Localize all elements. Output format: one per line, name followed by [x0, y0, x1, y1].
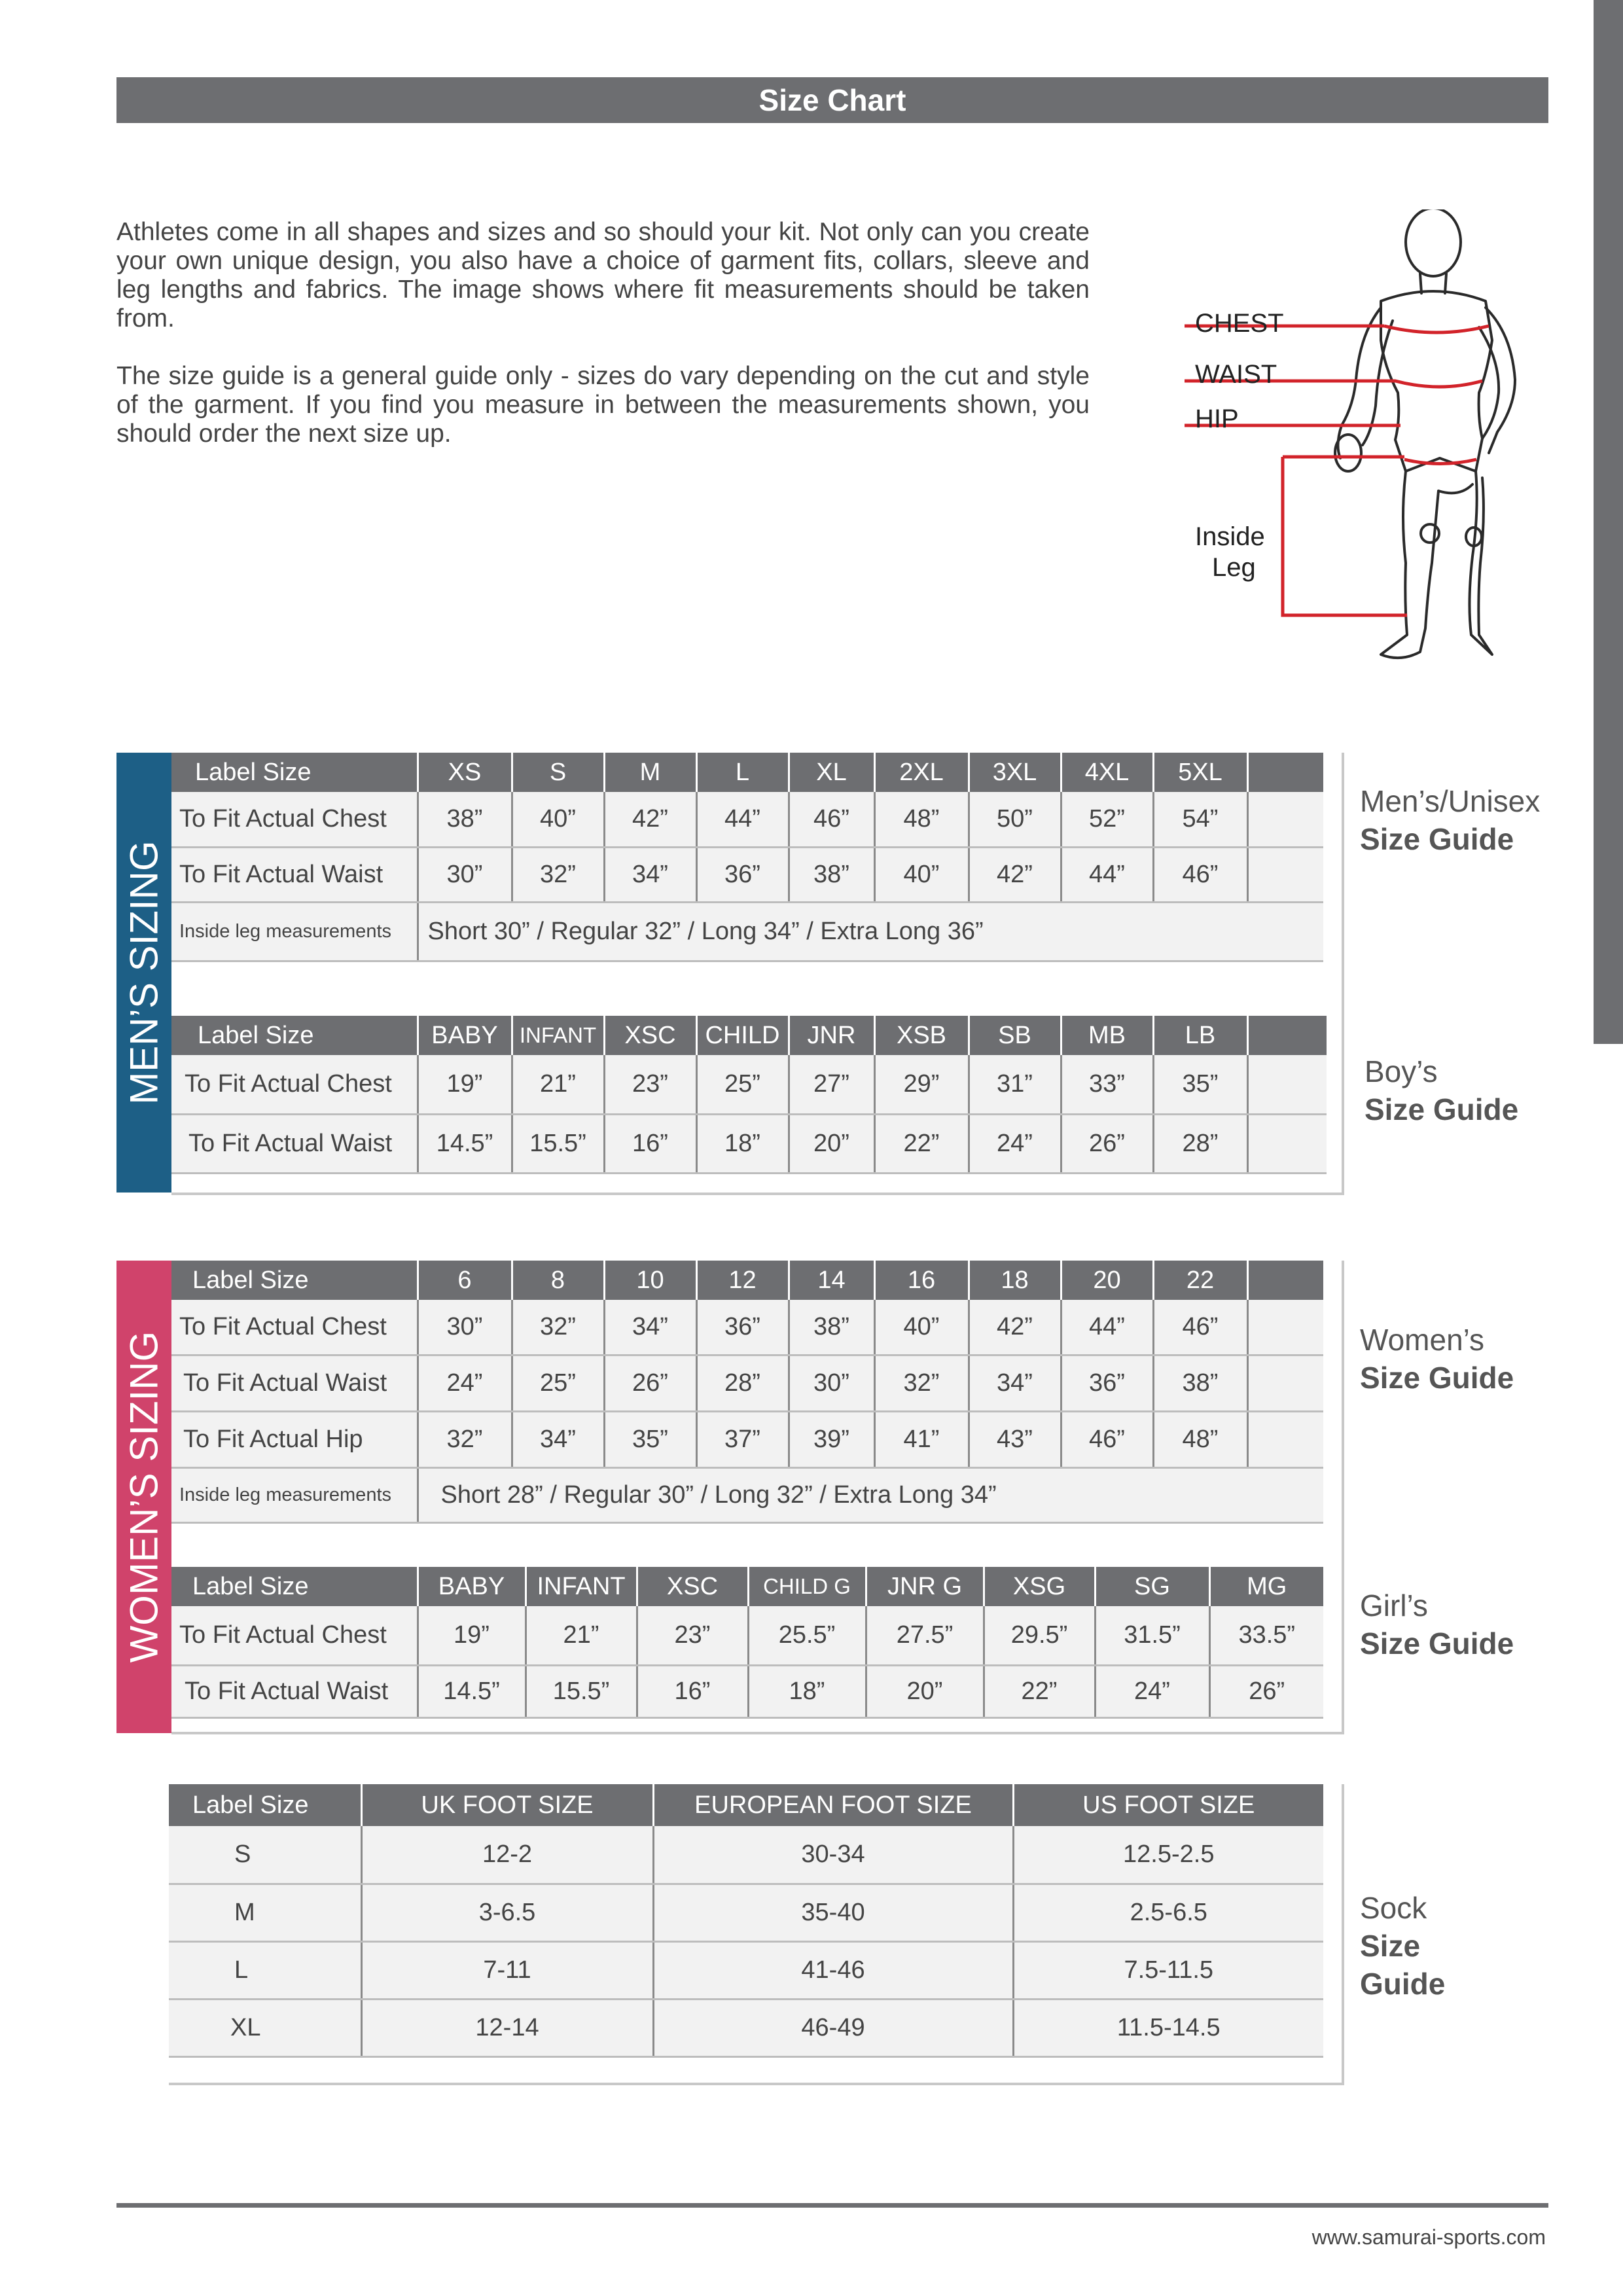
table-cell: 50” [969, 792, 1061, 847]
inside-leg-row [171, 1467, 1323, 1522]
table-cell: 27.5” [866, 1606, 984, 1665]
header-cell: US FOOT SIZE [1013, 1784, 1323, 1826]
header-cell: BABY [418, 1016, 512, 1055]
table-cell: 24” [1095, 1665, 1209, 1717]
table-cell: 21” [512, 1055, 604, 1114]
table-row [171, 792, 1323, 847]
table-cell [1247, 1300, 1323, 1355]
header-cell: M [604, 753, 696, 792]
table-cell: 42” [969, 1300, 1061, 1355]
table-cell: 42” [969, 847, 1061, 902]
womens-sizing-label: WOMEN’S SIZING [122, 1331, 166, 1663]
table-cell: 34” [604, 1300, 696, 1355]
header-cell: 18 [969, 1261, 1061, 1300]
header-cell: MG [1209, 1567, 1323, 1606]
girls-table [171, 1567, 1323, 1719]
table-cell: 34” [512, 1411, 604, 1467]
table-cell: 26” [604, 1355, 696, 1411]
table-cell [1247, 847, 1323, 902]
header-cell: BABY [418, 1567, 526, 1606]
table-cell: 7-11 [361, 1941, 653, 1999]
table-cell: 16” [637, 1665, 748, 1717]
table-cell: 29” [874, 1055, 969, 1114]
mannequin-icon [1185, 209, 1525, 668]
table-cell: 46” [1153, 1300, 1247, 1355]
table-cell: 46” [789, 792, 874, 847]
table-cell: 18” [696, 1114, 789, 1173]
header-cell: XSG [984, 1567, 1095, 1606]
header-cell: Label Size [169, 1784, 361, 1826]
row-label: To Fit Actual Waist [171, 1355, 418, 1411]
table-cell: 25” [696, 1055, 789, 1114]
table-row [171, 1411, 1323, 1467]
table-cell: 54” [1153, 792, 1247, 847]
header-cell: EUROPEAN FOOT SIZE [653, 1784, 1013, 1826]
table-cell: 32” [512, 847, 604, 902]
header-cell: Label Size [171, 1261, 418, 1300]
table-cell: 40” [874, 1300, 969, 1355]
table-cell: 38” [789, 847, 874, 902]
table-cell: 44” [1061, 1300, 1153, 1355]
table-cell [1247, 1355, 1323, 1411]
table-cell: 39” [789, 1411, 874, 1467]
header-cell: JNR G [866, 1567, 984, 1606]
header-cell: INFANT [526, 1567, 637, 1606]
header-cell: 20 [1061, 1261, 1153, 1300]
header-cell: 3XL [969, 753, 1061, 792]
page-title: Size Chart [116, 77, 1548, 123]
table-cell: 43” [969, 1411, 1061, 1467]
header-cell: XSC [604, 1016, 696, 1055]
table-cell: 20” [789, 1114, 874, 1173]
mens-sizing-label: MEN’S SIZING [122, 840, 166, 1105]
guide-title: Sock [1360, 1891, 1427, 1925]
table-cell: 12.5-2.5 [1013, 1826, 1323, 1884]
table-row [171, 847, 1323, 902]
guide-title: Boy’s [1364, 1054, 1438, 1088]
row-label: S [169, 1826, 361, 1884]
table-row [171, 1300, 1323, 1355]
table-cell: 3-6.5 [361, 1884, 653, 1941]
header-cell: XSB [874, 1016, 969, 1055]
footer-rule [116, 2203, 1548, 2208]
table-row [169, 1826, 1323, 1884]
womens-frame-right [1342, 1261, 1344, 1734]
header-cell: 6 [418, 1261, 512, 1300]
table-cell: 46-49 [653, 1999, 1013, 2056]
table-cell: 22” [984, 1665, 1095, 1717]
header-cell: S [512, 753, 604, 792]
table-cell: 21” [526, 1606, 637, 1665]
table-row [171, 1606, 1323, 1665]
row-label: To Fit Actual Chest [171, 792, 418, 847]
table-row [169, 1941, 1323, 1999]
inside-leg-row [171, 902, 1323, 961]
mens-header-row [171, 753, 1323, 792]
table-cell: 25.5” [748, 1606, 866, 1665]
hip-label: HIP [1195, 404, 1239, 433]
table-cell: 38” [418, 792, 512, 847]
row-label: M [169, 1884, 361, 1941]
table-cell: 12-14 [361, 1999, 653, 2056]
row-label: To Fit Actual Hip [171, 1411, 418, 1467]
inside-label: Inside [1195, 522, 1265, 551]
mens-sizing-strip [116, 753, 171, 1193]
table-row [169, 1999, 1323, 2056]
sock-table [169, 1784, 1323, 2058]
table-row [169, 1884, 1323, 1941]
row-label: To Fit Actual Chest [171, 1300, 418, 1355]
table-cell: 12-2 [361, 1826, 653, 1884]
girls-header-row [171, 1567, 1323, 1606]
table-cell: 15.5” [526, 1665, 637, 1717]
inside-leg-value: Short 28” / Regular 30” / Long 32” / Extra Long 34” [418, 1467, 1323, 1522]
mens-frame-bottom [171, 1193, 1343, 1195]
table-cell: 2.5-6.5 [1013, 1884, 1323, 1941]
header-cell: Label Size [171, 1016, 418, 1055]
guide-title: Girl’s [1360, 1588, 1428, 1623]
table-cell: 34” [969, 1355, 1061, 1411]
table-cell: 34” [604, 847, 696, 902]
header-cell: UK FOOT SIZE [361, 1784, 653, 1826]
table-cell: 14.5” [418, 1665, 526, 1717]
table-cell: 24” [969, 1114, 1061, 1173]
header-cell: 4XL [1061, 753, 1153, 792]
header-cell: CHILD G [748, 1567, 866, 1606]
boys-header-row [171, 1016, 1327, 1055]
guide-title: Women’s [1360, 1323, 1485, 1357]
header-cell [1247, 1261, 1323, 1300]
header-cell [1247, 753, 1323, 792]
table-cell: 46” [1153, 847, 1247, 902]
inside-leg-value: Short 30” / Regular 32” / Long 34” / Extra Long 36” [418, 902, 1323, 961]
table-cell: 35-40 [653, 1884, 1013, 1941]
table-cell: 26” [1209, 1665, 1323, 1717]
header-cell: MB [1061, 1016, 1153, 1055]
sock-guide [1360, 1889, 1445, 2003]
sock-header-row [169, 1784, 1323, 1826]
header-cell: 8 [512, 1261, 604, 1300]
header-cell: SB [969, 1016, 1061, 1055]
womens-sizing-strip [116, 1261, 171, 1733]
header-cell: 10 [604, 1261, 696, 1300]
table-row [171, 1114, 1327, 1173]
row-label: To Fit Actual Waist [171, 1114, 418, 1173]
sock-frame-bottom [169, 2083, 1343, 2085]
table-cell: 27” [789, 1055, 874, 1114]
table-cell [1247, 1055, 1327, 1114]
header-cell: 12 [696, 1261, 789, 1300]
header-cell [1247, 1016, 1327, 1055]
table-cell [1247, 1114, 1327, 1173]
guide-title: Men’s/Unisex [1360, 784, 1541, 818]
header-cell: XL [789, 753, 874, 792]
table-cell: 20” [866, 1665, 984, 1717]
table-cell [1247, 792, 1323, 847]
mens-unisex-guide [1360, 782, 1540, 858]
table-cell: 32” [418, 1411, 512, 1467]
table-cell: 15.5” [512, 1114, 604, 1173]
header-cell: CHILD [696, 1016, 789, 1055]
table-cell: 19” [418, 1055, 512, 1114]
womens-table [171, 1261, 1323, 1524]
header-cell: 14 [789, 1261, 874, 1300]
table-cell: 31.5” [1095, 1606, 1209, 1665]
table-cell: 26” [1061, 1114, 1153, 1173]
womens-guide [1360, 1321, 1514, 1397]
table-cell: 41-46 [653, 1941, 1013, 1999]
row-label: To Fit Actual Chest [171, 1606, 418, 1665]
girls-guide [1360, 1587, 1514, 1662]
inside-leg-label: Inside leg measurements [171, 1467, 418, 1522]
header-cell: 2XL [874, 753, 969, 792]
womens-header-row [171, 1261, 1323, 1300]
mens-unisex-table [171, 753, 1323, 962]
waist-label: WAIST [1195, 360, 1277, 389]
right-edge-bar [1594, 0, 1623, 1044]
table-cell: 23” [604, 1055, 696, 1114]
table-cell: 33.5” [1209, 1606, 1323, 1665]
boys-table [171, 1016, 1327, 1174]
row-label: To Fit Actual Waist [171, 1665, 418, 1717]
header-cell: XSC [637, 1567, 748, 1606]
table-cell: 36” [1061, 1355, 1153, 1411]
header-cell: Label Size [171, 753, 418, 792]
guide-subtitle: Size Guide [1360, 822, 1514, 856]
header-cell: L [696, 753, 789, 792]
table-cell: 36” [696, 1300, 789, 1355]
guide-subtitle-2: Guide [1360, 1967, 1446, 2001]
guide-subtitle: Size Guide [1360, 1626, 1514, 1660]
header-cell: JNR [789, 1016, 874, 1055]
header-cell: LB [1153, 1016, 1247, 1055]
table-cell: 18” [748, 1665, 866, 1717]
table-cell: 24” [418, 1355, 512, 1411]
guide-subtitle: Size Guide [1364, 1092, 1519, 1126]
table-cell: 19” [418, 1606, 526, 1665]
header-cell: SG [1095, 1567, 1209, 1606]
table-cell: 33” [1061, 1055, 1153, 1114]
table-cell: 30-34 [653, 1826, 1013, 1884]
header-cell: 5XL [1153, 753, 1247, 792]
table-cell: 36” [696, 847, 789, 902]
header-cell: 22 [1153, 1261, 1247, 1300]
table-cell: 32” [512, 1300, 604, 1355]
footer-url[interactable]: www.samurai-sports.com [1311, 2225, 1546, 2249]
table-cell: 7.5-11.5 [1013, 1941, 1323, 1999]
header-cell: INFANT [512, 1016, 604, 1055]
womens-frame-bottom [171, 1732, 1343, 1734]
table-cell: 35” [604, 1411, 696, 1467]
table-cell: 40” [512, 792, 604, 847]
header-cell: XS [418, 753, 512, 792]
table-cell: 44” [696, 792, 789, 847]
row-label: To Fit Actual Chest [171, 1055, 418, 1114]
table-row [171, 1665, 1323, 1717]
guide-subtitle: Size Guide [1360, 1361, 1514, 1395]
table-cell: 29.5” [984, 1606, 1095, 1665]
inside-leg-label: Inside leg measurements [171, 902, 418, 961]
table-cell: 30” [789, 1355, 874, 1411]
header-cell: Label Size [171, 1567, 418, 1606]
intro-paragraph-1: Athletes come in all shapes and sizes and so should your kit. Not only can you create your own unique design, you also have a choice of garment fits, collars, sleeve and leg lengths and fabrics. The image shows where fit measurements should be taken from. [116, 218, 1090, 332]
table-cell: 16” [604, 1114, 696, 1173]
intro-paragraph-2: The size guide is a general guide only - sizes do vary depending on the cut and style of the garment. If you find you measure in between the measurements shown, you should order the next size up. [116, 362, 1090, 448]
table-cell: 48” [874, 792, 969, 847]
leg-label: Leg [1212, 553, 1256, 582]
table-cell: 40” [874, 847, 969, 902]
table-cell: 30” [418, 847, 512, 902]
boys-guide [1364, 1052, 1518, 1128]
table-cell [1247, 1411, 1323, 1467]
row-label: XL [169, 1999, 361, 2056]
table-cell: 52” [1061, 792, 1153, 847]
table-cell: 25” [512, 1355, 604, 1411]
table-cell: 28” [696, 1355, 789, 1411]
chest-label: CHEST [1195, 309, 1284, 338]
row-label: L [169, 1941, 361, 1999]
table-cell: 48” [1153, 1411, 1247, 1467]
table-cell: 46” [1061, 1411, 1153, 1467]
table-cell: 32” [874, 1355, 969, 1411]
sock-frame-right [1342, 1784, 1344, 2085]
table-cell: 23” [637, 1606, 748, 1665]
table-cell: 22” [874, 1114, 969, 1173]
table-cell: 44” [1061, 847, 1153, 902]
table-cell: 38” [1153, 1355, 1247, 1411]
table-row [171, 1355, 1323, 1411]
measurement-figure [1185, 209, 1525, 668]
table-cell: 28” [1153, 1114, 1247, 1173]
table-cell: 31” [969, 1055, 1061, 1114]
header-cell: 16 [874, 1261, 969, 1300]
table-cell: 35” [1153, 1055, 1247, 1114]
table-cell: 14.5” [418, 1114, 512, 1173]
table-cell: 38” [789, 1300, 874, 1355]
table-cell: 11.5-14.5 [1013, 1999, 1323, 2056]
table-cell: 37” [696, 1411, 789, 1467]
row-label: To Fit Actual Waist [171, 847, 418, 902]
guide-subtitle: Size [1360, 1929, 1421, 1963]
table-row [171, 1055, 1327, 1114]
table-cell: 42” [604, 792, 696, 847]
table-cell: 30” [418, 1300, 512, 1355]
mens-frame-right [1342, 753, 1344, 1195]
table-cell: 41” [874, 1411, 969, 1467]
